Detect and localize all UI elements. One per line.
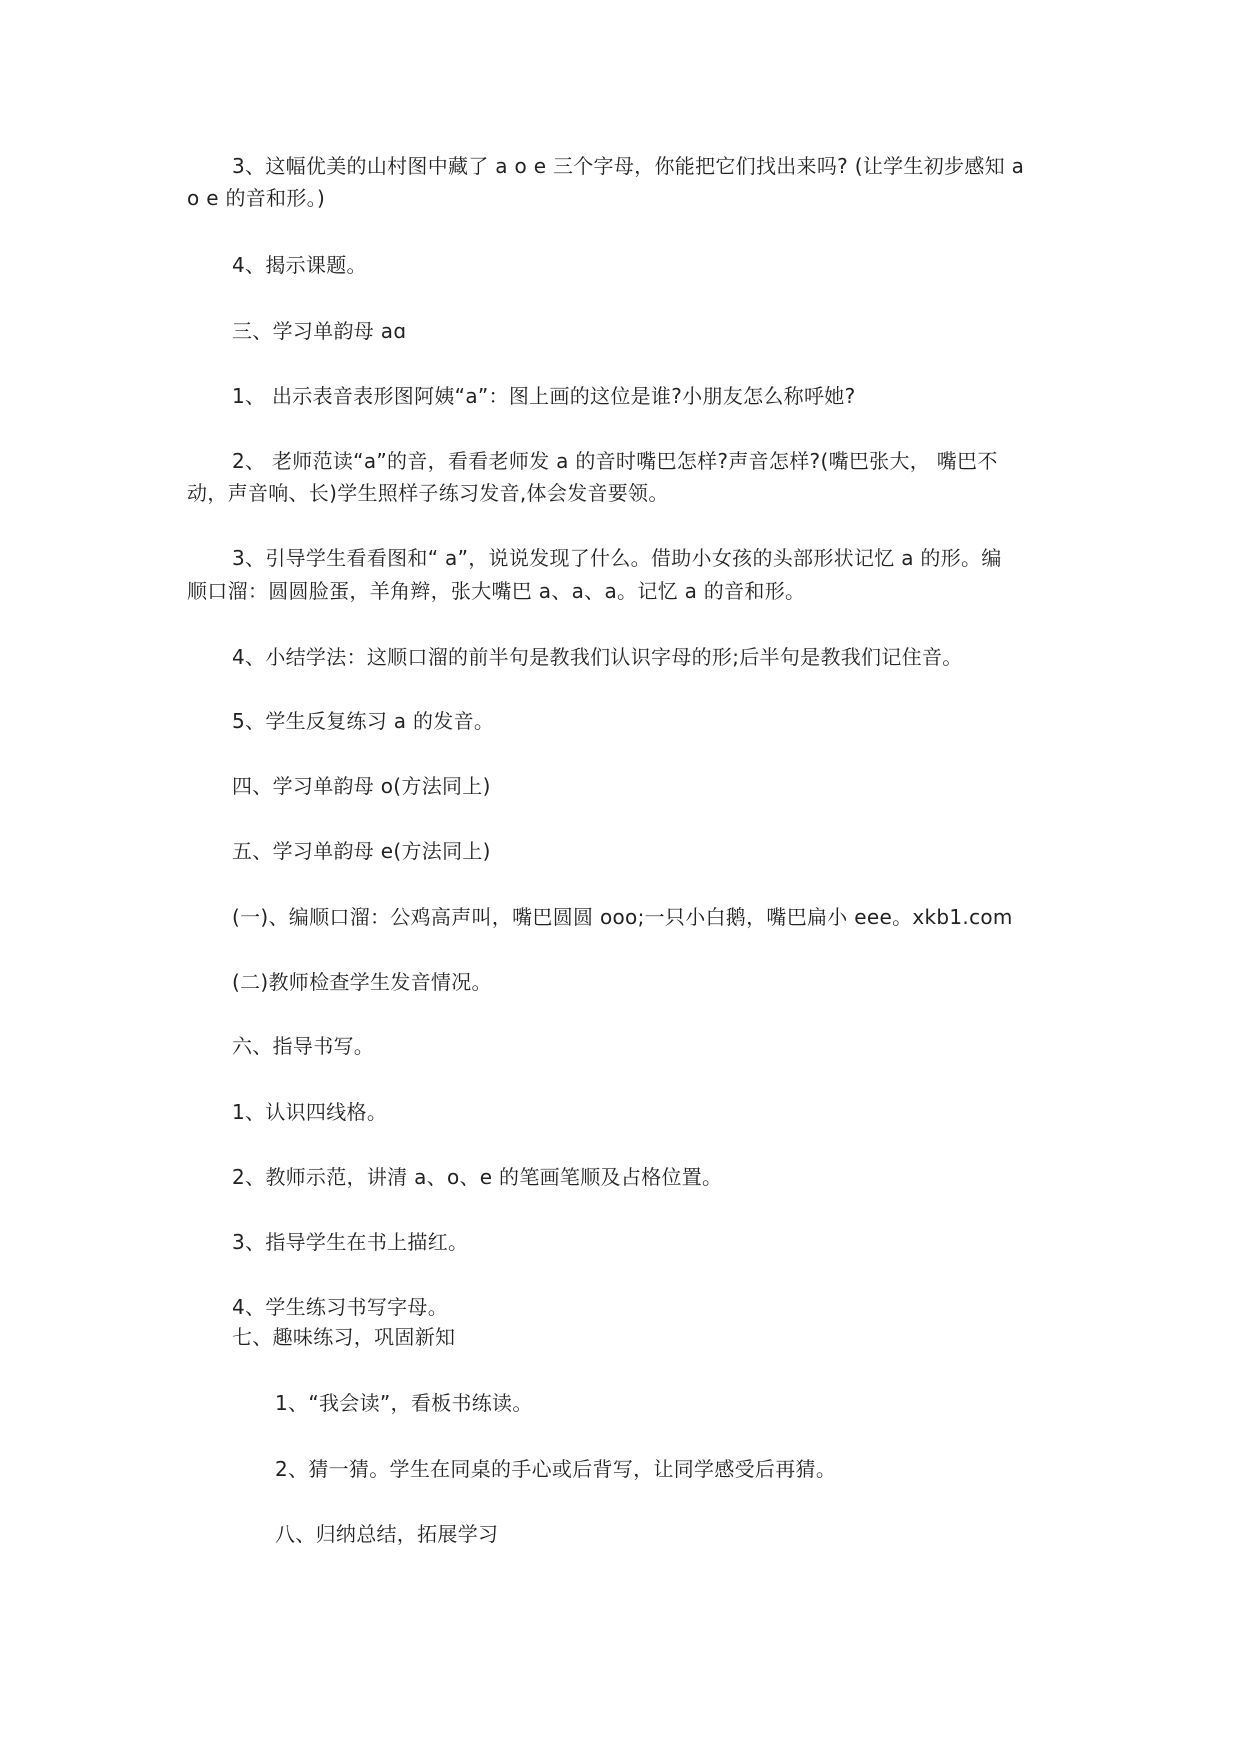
section-six-heading: 六、指导书写。 [232, 1034, 375, 1058]
section-five-heading: 五、学习单韵母 e(方法同上) [232, 839, 491, 863]
para-guide-line-2: 顺口溜：圆圆脸蛋，羊角辫，张大嘴巴 a、a、a。记忆 a 的音和形。 [187, 579, 806, 603]
para-reveal-title: 4、揭示课题。 [232, 253, 367, 277]
section-eight-heading: 八、归纳总结，拓展学习 [275, 1522, 499, 1546]
para-teacher-read-line-2: 动，声音响、长)学生照样子练习发音,体会发音要领。 [187, 481, 669, 505]
para-guess-game: 2、猜一猜。学生在同桌的手心或后背写，让同学感受后再猜。 [275, 1457, 837, 1481]
para-show-chart: 1、 出示表音表形图阿姨“a”：图上画的这位是谁?小朋友怎么称呼她? [232, 384, 856, 408]
para-3-line-1: 3、这幅优美的山村图中藏了 a o e 三个字母，你能把它们找出来吗? (让学生初步感知 a [232, 154, 1025, 178]
para-writing-practice: 4、学生练习书写字母。 [232, 1295, 449, 1319]
para-tracing: 3、指导学生在书上描红。 [232, 1230, 469, 1254]
section-four-heading: 四、学习单韵母 o(方法同上) [232, 774, 491, 798]
para-summary-method: 4、小结学法：这顺口溜的前半句是教我们认识字母的形;后半句是教我们记住音。 [232, 645, 963, 669]
para-check: (二)教师检查学生发音情况。 [232, 970, 492, 994]
para-four-line-grid: 1、认识四线格。 [232, 1100, 388, 1124]
section-three-heading: 三、学习单韵母 aɑ [232, 319, 407, 343]
para-i-can-read: 1、“我会读”，看板书练读。 [275, 1391, 533, 1415]
para-teacher-demo: 2、教师示范，讲清 a、o、e 的笔画笔顺及占格位置。 [232, 1165, 723, 1189]
para-practice-a: 5、学生反复练习 a 的发音。 [232, 709, 495, 733]
para-3-line-2: o e 的音和形。) [187, 186, 326, 210]
para-teacher-read-line-1: 2、 老师范读“a”的音，看看老师发 a 的音时嘴巴怎样?声音怎样?(嘴巴张大， 嘴巴不 [232, 449, 998, 473]
para-rhyme: (一)、编顺口溜：公鸡高声叫，嘴巴圆圆 ooo;一只小白鹅，嘴巴扁小 eee。xkb1.com [232, 905, 1013, 929]
section-seven-heading: 七、趣味练习，巩固新知 [232, 1325, 456, 1349]
para-guide-line-1: 3、引导学生看看图和“ a”，说说发现了什么。借助小女孩的头部形状记忆 a 的形。编 [232, 546, 1002, 570]
